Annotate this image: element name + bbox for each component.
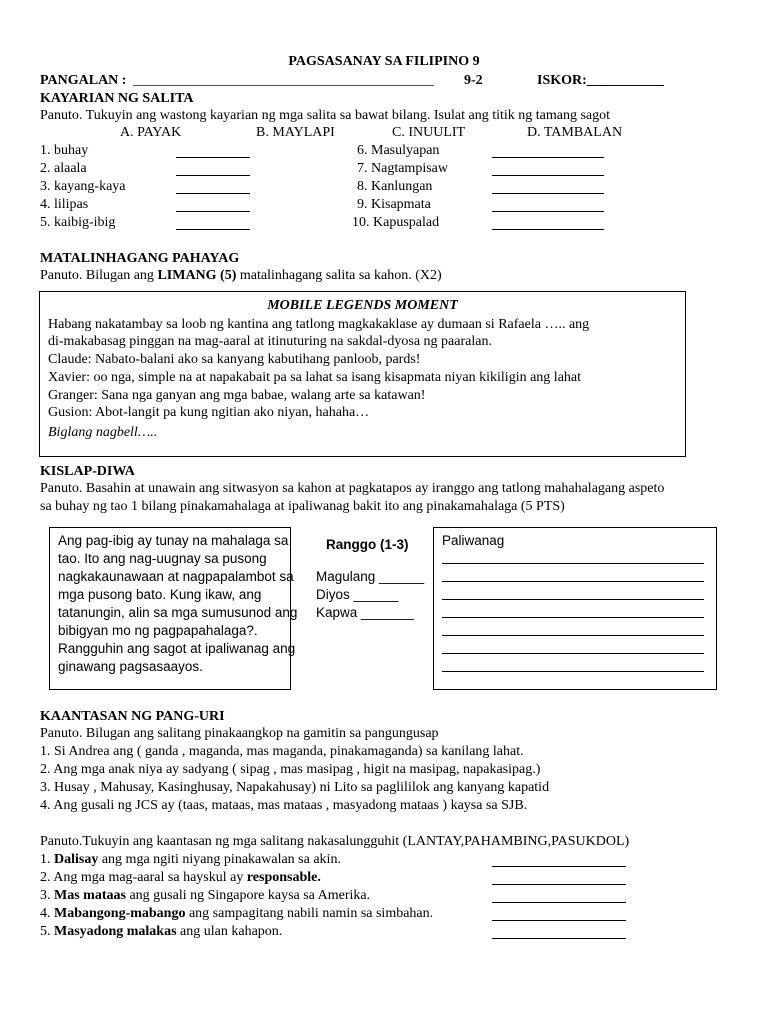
list-item: 3. kayang-kaya bbox=[40, 179, 126, 194]
section-heading-kaantasan: KAANTASAN NG PANG-URI bbox=[40, 709, 225, 724]
list-item bbox=[40, 869, 321, 886]
list-item bbox=[40, 851, 341, 868]
answer-blank[interactable] bbox=[176, 175, 250, 176]
item-text: ang ulan kahapon. bbox=[176, 924, 283, 939]
story-line: Habang nakatambay sa loob ng kantina ang tatlong magkakaklase ay dumaan si Rafaela ….. ang bbox=[48, 317, 590, 332]
underlined-word: responsable. bbox=[246, 870, 321, 885]
section-label: 9-2 bbox=[464, 73, 483, 88]
kayarian-instruction: Panuto. Tukuyin ang wastong kayarian ng mga salita sa bawat bilang. Isulat ang titik ng tamang sagot bbox=[40, 108, 611, 123]
section-heading-matalinhaga: MATALINHAGANG PAHAYAG bbox=[40, 251, 240, 266]
answer-blank[interactable] bbox=[176, 211, 250, 212]
answer-blank[interactable] bbox=[492, 193, 604, 194]
list-item bbox=[40, 905, 433, 922]
scenario-line: Ang pag-ibig ay tunay na mahalaga sa bbox=[58, 533, 289, 548]
story-line: Claude: Nabato-balani ako sa kanyang kabutihang panloob, pards! bbox=[48, 352, 421, 367]
list-item: 1. buhay bbox=[40, 143, 89, 158]
choice-c: C. INUULIT bbox=[392, 125, 466, 140]
explanation-box bbox=[433, 527, 717, 690]
answer-blank[interactable] bbox=[492, 866, 626, 867]
list-item bbox=[40, 887, 370, 904]
story-line: Xavier: oo nga, simple na at napakabait pa sa lahat sa isang kisapmata niyan kikiligin ang lahat bbox=[48, 370, 582, 385]
answer-blank[interactable] bbox=[176, 193, 250, 194]
explanation-line[interactable] bbox=[442, 563, 704, 564]
explanation-line[interactable] bbox=[442, 581, 704, 582]
matalinhaga-instruction bbox=[40, 267, 442, 284]
name-label: PANGALAN : bbox=[40, 73, 127, 88]
instruction-emphasis: LIMANG (5) bbox=[157, 268, 237, 283]
item-text: Ang mga mag-aaral sa hayskul ay bbox=[53, 870, 247, 885]
answer-blank[interactable] bbox=[492, 157, 604, 158]
item-text: ang mga ngiti niyang pinakawalan sa akin. bbox=[98, 852, 341, 867]
story-line: Gusion: Abot-langit pa kung ngitian ako niyan, hahaha… bbox=[48, 405, 370, 420]
answer-blank[interactable] bbox=[492, 211, 604, 212]
choice-a: A. PAYAK bbox=[120, 125, 182, 140]
section-heading-kislap: KISLAP-DIWA bbox=[40, 464, 135, 479]
choice-d: D. TAMBALAN bbox=[527, 125, 623, 140]
list-item: 5. kaibig-ibig bbox=[40, 215, 116, 230]
list-item: 8. Kanlungan bbox=[357, 179, 433, 194]
explanation-line[interactable] bbox=[442, 653, 704, 654]
scenario-line: bibigyan mo ng pagpapahalaga?. bbox=[58, 623, 258, 638]
section-heading-kayarian: KAYARIAN NG SALITA bbox=[40, 91, 194, 106]
rank-item-kapwa[interactable]: Kapwa _______ bbox=[316, 605, 414, 620]
scenario-line: ginawang pagsasaayos. bbox=[58, 659, 203, 674]
scenario-line: tao. Ito ang nag-uugnay sa pusong bbox=[58, 551, 267, 566]
answer-blank[interactable] bbox=[492, 884, 626, 885]
list-item: 10. Kapuspalad bbox=[352, 215, 440, 230]
underlined-word: Mabangong-mabango bbox=[54, 906, 186, 921]
answer-blank[interactable] bbox=[492, 920, 626, 921]
item-number: 1. bbox=[40, 852, 54, 867]
list-item: 7. Nagtampisaw bbox=[357, 161, 448, 176]
instruction-text: matalinhagang salita sa kahon. (X2) bbox=[236, 268, 442, 283]
name-field[interactable]: ___________________________________________ bbox=[133, 73, 434, 88]
item-text: ang gusali ng Singapore kaysa sa Amerika. bbox=[125, 888, 371, 903]
rank-item-diyos[interactable]: Diyos ______ bbox=[316, 587, 399, 602]
score-field[interactable]: ISKOR:___________ bbox=[537, 73, 664, 88]
list-item: 4. lilipas bbox=[40, 197, 89, 212]
story-line: di-makabasag pinggan na mag-aaral at itinuturing na sakdal-dyosa ng paaralan. bbox=[48, 334, 492, 349]
explanation-line[interactable] bbox=[442, 671, 704, 672]
answer-blank[interactable] bbox=[492, 229, 604, 230]
kaantasan-instruction: Panuto. Bilugan ang salitang pinakaangkop na gamitin sa pangungusap bbox=[40, 726, 439, 741]
choice-b: B. MAYLAPI bbox=[256, 125, 335, 140]
scenario-line: tatanungin, alin sa mga sumusunod ang bbox=[58, 605, 298, 620]
list-item: 1. Si Andrea ang ( ganda , maganda, mas maganda, pinakamaganda) sa kanilang lahat. bbox=[40, 744, 524, 759]
list-item: 9. Kisapmata bbox=[357, 197, 431, 212]
answer-blank[interactable] bbox=[492, 902, 626, 903]
explanation-label: Paliwanag bbox=[442, 533, 505, 548]
explanation-line[interactable] bbox=[442, 617, 704, 618]
item-number: 4. bbox=[40, 906, 54, 921]
instruction-text: Panuto. Bilugan ang bbox=[40, 268, 158, 283]
explanation-line[interactable] bbox=[442, 599, 704, 600]
item-number: 3. bbox=[40, 888, 54, 903]
kaantasan-instruction-2: Panuto.Tukuyin ang kaantasan ng mga salitang nakasalungguhit (LANTAY,PAHAMBING,PASUKDOL) bbox=[40, 834, 630, 849]
item-number: 2. bbox=[40, 870, 54, 885]
page-title: PAGSASANAY SA FILIPINO 9 bbox=[288, 54, 480, 69]
story-line: Granger: Sana nga ganyan ang mga babae, walang arte sa katawan! bbox=[48, 388, 426, 403]
list-item: 2. alaala bbox=[40, 161, 87, 176]
list-item bbox=[40, 923, 282, 940]
list-item: 3. Husay , Mahusay, Kasinghusay, Napakahusay) ni Lito sa paglililok ang kanyang kapatid bbox=[40, 780, 550, 795]
underlined-word: Dalisay bbox=[54, 852, 99, 867]
scenario-line: nagkakaunawaan at nagpapalambot sa bbox=[58, 569, 294, 584]
rank-title: Ranggo (1-3) bbox=[326, 537, 409, 552]
list-item: 6. Masulyapan bbox=[357, 143, 440, 158]
explanation-line[interactable] bbox=[442, 635, 704, 636]
story-line: Biglang nagbell….. bbox=[48, 425, 158, 440]
story-title: MOBILE LEGENDS MOMENT bbox=[267, 298, 458, 313]
underlined-word: Mas mataas bbox=[54, 888, 126, 903]
answer-blank[interactable] bbox=[176, 229, 250, 230]
list-item: 4. Ang gusali ng JCS ay (taas, mataas, mas mataas , masyadong mataas ) kaysa sa SJB. bbox=[40, 798, 528, 813]
answer-blank[interactable] bbox=[176, 157, 250, 158]
list-item: 2. Ang mga anak niya ay sadyang ( sipag , mas masipag , higit na masipag, napakasipag.) bbox=[40, 762, 541, 777]
kislap-instruction: Panuto. Basahin at unawain ang sitwasyon sa kahon at pagkatapos ay iranggo ang tatlong mahahalagang aspeto bbox=[40, 481, 665, 496]
answer-blank[interactable] bbox=[492, 175, 604, 176]
kislap-instruction: sa buhay ng tao 1 bilang pinakamahalaga at ipaliwanag bakit ito ang pinakamahalaga (5 PTS) bbox=[40, 499, 565, 514]
scenario-line: mga pusong bato. Kung ikaw, ang bbox=[58, 587, 262, 602]
item-text: ang sampagitang nabili namin sa simbahan. bbox=[185, 906, 434, 921]
answer-blank[interactable] bbox=[492, 938, 626, 939]
rank-item-magulang[interactable]: Magulang ______ bbox=[316, 569, 425, 584]
item-number: 5. bbox=[40, 924, 54, 939]
underlined-word: Masyadong malakas bbox=[54, 924, 177, 939]
scenario-line: Rangguhin ang sagot at ipaliwanag ang bbox=[58, 641, 296, 656]
